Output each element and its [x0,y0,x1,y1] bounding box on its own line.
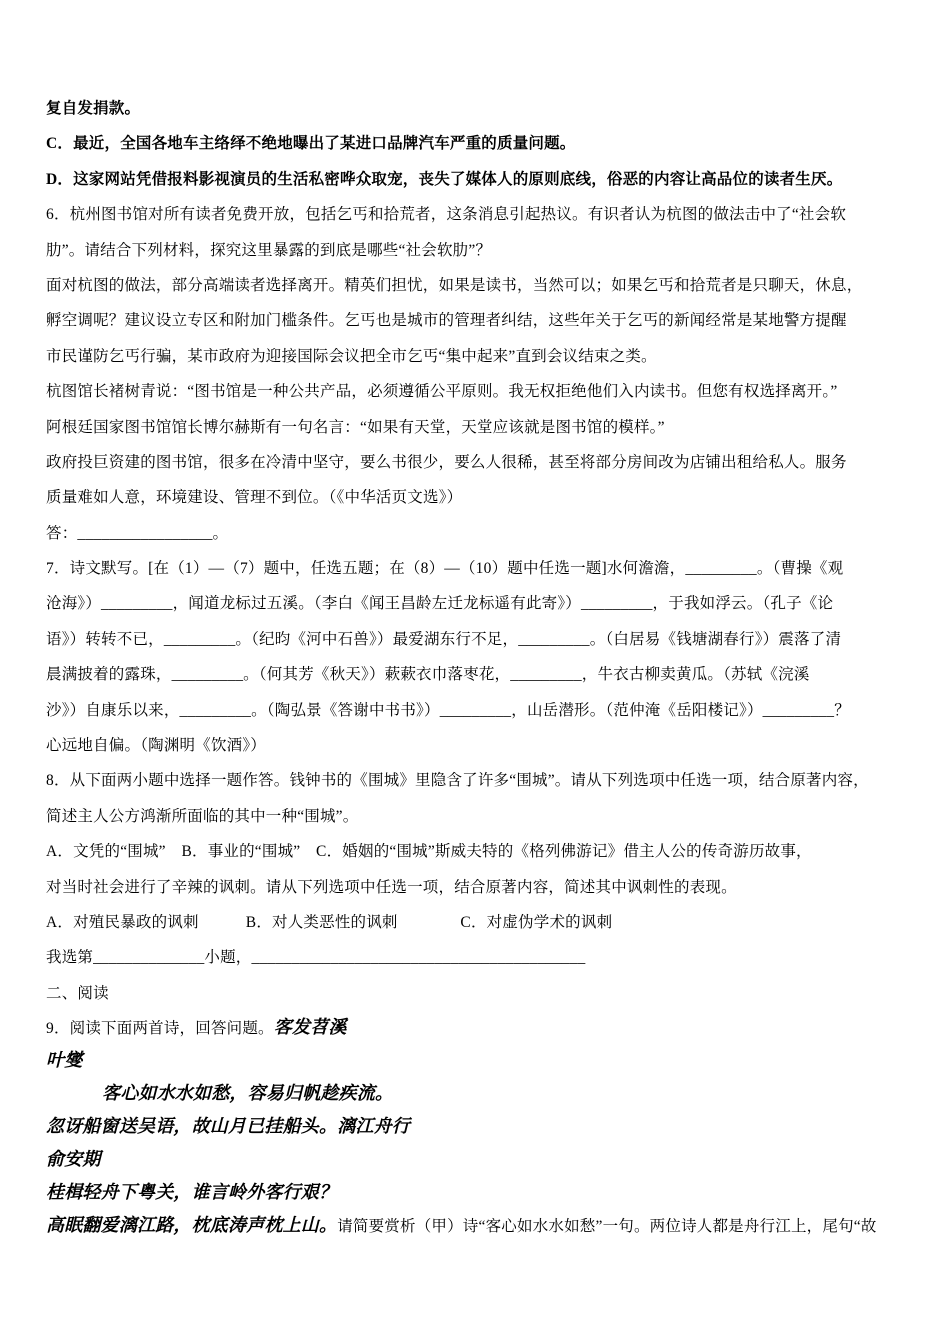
text-line-17 [46,657,906,692]
body-text-run: 7．诗文默写。[在（1）—（7）题中，任选五题；在（8）—（10）题中任选一题]水何澹澹，_________。（曹操《观 [46,560,844,578]
body-text-run: 心远地自偏。（陶渊明《饮酒》） [46,737,267,755]
body-text-run: 8．从下面两小题中选择一题作答。钱钟书的《围城》里隐含了许多“围城”。请从下列选项中任选一项，结合原著内容， [46,772,869,790]
body-text-run: 杭图馆长褚树青说：“图书馆是一种公共产品，必须遵循公平原则。我无权拒绝他们入内读书。但您有权选择离开。” [46,383,838,401]
text-line-3 [46,162,906,197]
body-text-run: 语》）转转不已，_________。（纪昀《河中石兽》）最爱湖东行不足，_________。（白居易《钱塘湖春行》）震落了清 [46,630,842,648]
text-line-1 [46,91,906,126]
text-line-27 [46,1011,906,1044]
body-text-run: 沙》）自康乐以来，_________。（陶弘景《答谢中书书》）_________，山岳潜形。（范仲淹《岳阳楼记》）_________？ [46,701,850,719]
poem-text-run: 客心如水水如愁，容易归帆趁疾流。 [102,1083,394,1104]
text-line-14 [46,551,906,586]
text-line-33 [46,1209,906,1242]
body-text-run: 肋”。请结合下列材料，探究这里暴露的到底是哪些“社会软肋”？ [46,241,492,259]
poem-text-run: 客发苕溪 [273,1017,347,1038]
text-line-13 [46,516,906,551]
body-text-run: 对当时社会进行了辛辣的讽刺。请从下列选项中任选一项，结合原著内容，简述其中讽刺性的表现。 [46,878,737,896]
poem-text-run: 桂楫轻舟下粤关，谁言岭外客行艰？ [46,1182,338,1203]
text-line-21 [46,799,906,834]
body-text-run: 简述主人公方鸿渐所面临的其中一种“围城”。 [46,807,359,825]
text-line-31 [46,1143,906,1176]
poem-text-run: 忽讶船窗送吴语，故山月已挂船头。漓江舟行 [46,1116,410,1137]
body-text-run: 二、阅读 [46,984,109,1002]
poem-text-run: 俞安期 [46,1149,101,1170]
text-line-32 [46,1176,906,1209]
body-text-run: C．最近，全国各地车主络绎不绝地曝出了某进口品牌汽车严重的质量问题。 [46,135,576,153]
text-line-22 [46,834,906,869]
poem-text-run: 高眠翻爱漓江路，枕底涛声枕上山。 [46,1215,338,1236]
body-text-run: 面对杭图的做法，部分高端读者选择离开。精英们担忧，如果是读书，当然可以；如果乞丐和拾荒者是只聊天，休息， [46,276,863,294]
text-line-26 [46,976,906,1011]
text-line-15 [46,586,906,621]
text-line-30 [46,1110,906,1143]
text-line-5 [46,233,906,268]
text-line-8 [46,339,906,374]
body-text-run: D．这家网站凭借报料影视演员的生活私密哗众取宠，丧失了媒体人的原则底线，俗恶的内容让高品位的读者生厌。 [46,170,843,188]
text-line-23 [46,870,906,905]
body-text-run: 政府投巨资建的图书馆，很多在冷清中坚守，要么书很少，要么人很稀，甚至将部分房间改为店铺出租给私人。服务 [46,453,847,471]
body-text-run: 6．杭州图书馆对所有读者免费开放，包括乞丐和拾荒者，这条消息引起热议。有识者认为杭图的做法击中了“社会软 [46,206,847,224]
body-text-run: 孵空调呢？建议设立专区和附加门槛条件。乞丐也是城市的管理者纠结，这些年关于乞丐的新闻经常是某地警方提醒 [46,312,847,330]
text-line-9 [46,374,906,409]
body-text-run: 市民谨防乞丐行骗，某市政府为迎接国际会议把全市乞丐“集中起来”直到会议结束之类。 [46,347,657,365]
body-text-run: 请简要赏析（甲）诗“客心如水水如愁”一句。两位诗人都是舟行江上，尾句“故 [337,1218,877,1236]
text-line-25 [46,940,906,975]
body-text-run: A．文凭的“围城” B．事业的“围城” C．婚姻的“围城”斯威夫特的《格列佛游记》借主人公的传奇游历故事， [46,843,812,861]
body-text-run: A．对殖民暴政的讽刺 B．对人类恶性的讽刺 C．对虚伪学术的讽刺 [46,913,613,931]
text-line-19 [46,728,906,763]
text-line-6 [46,268,906,303]
text-line-28 [46,1044,906,1077]
body-text-run: 晨满披着的露珠，_________。（何其芳《秋天》）蔌蔌衣巾落枣花，_________，牛衣古柳卖黄瓜。（苏轼《浣溪 [46,666,810,684]
poem-text-run: 叶燮 [46,1050,83,1071]
text-line-16 [46,622,906,657]
text-line-11 [46,445,906,480]
text-line-10 [46,410,906,445]
text-line-4 [46,197,906,232]
body-text-run: 复自发捐款。 [46,100,141,117]
text-line-18 [46,693,906,728]
text-line-12 [46,480,906,515]
text-line-24 [46,905,906,940]
text-line-7 [46,303,906,338]
body-text-run: 阿根廷国家图书馆馆长博尔赫斯有一句名言：“如果有天堂，天堂应该就是图书馆的模样。” [46,418,665,436]
text-line-20 [46,763,906,798]
body-text-run: 答：_________________。 [46,524,229,542]
text-line-29 [46,1077,906,1110]
body-text-run: 9．阅读下面两首诗，回答问题。 [46,1020,274,1038]
body-text-run: 我选第______________小题，__________________________________________ [46,949,586,967]
body-text-run: 质量难如人意，环境建设、管理不到位。（《中华活页文选》） [46,489,463,507]
text-line-2 [46,126,906,161]
body-text-run: 沧海》）_________，闻道龙标过五溪。（李白《闻王昌龄左迁龙标遥有此寄》）_________，于我如浮云。（孔子《论 [46,595,834,613]
